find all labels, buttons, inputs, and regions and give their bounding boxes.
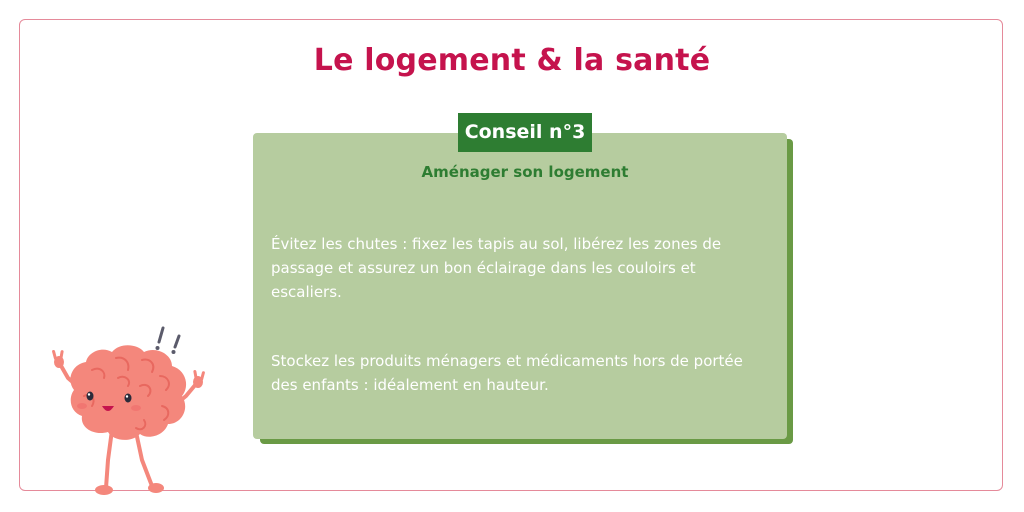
page-title: Le logement & la santé [313, 43, 711, 78]
tip-number-badge: Conseil n°3 [458, 113, 592, 152]
exclamation-icon [156, 328, 180, 354]
brain-mascot-illustration [44, 320, 214, 495]
card-subtitle: Aménager son logement [421, 163, 629, 181]
tip-paragraph-falls: Évitez les chutes : fixez les tapis au sol, libérez les zones de passage et assurez un bon éclairage dans les couloirs et escaliers. [271, 235, 722, 301]
tip-paragraph-storage: Stockez les produits ménagers et médicaments hors de portée des enfants : idéalement en hauteur. [271, 352, 743, 394]
